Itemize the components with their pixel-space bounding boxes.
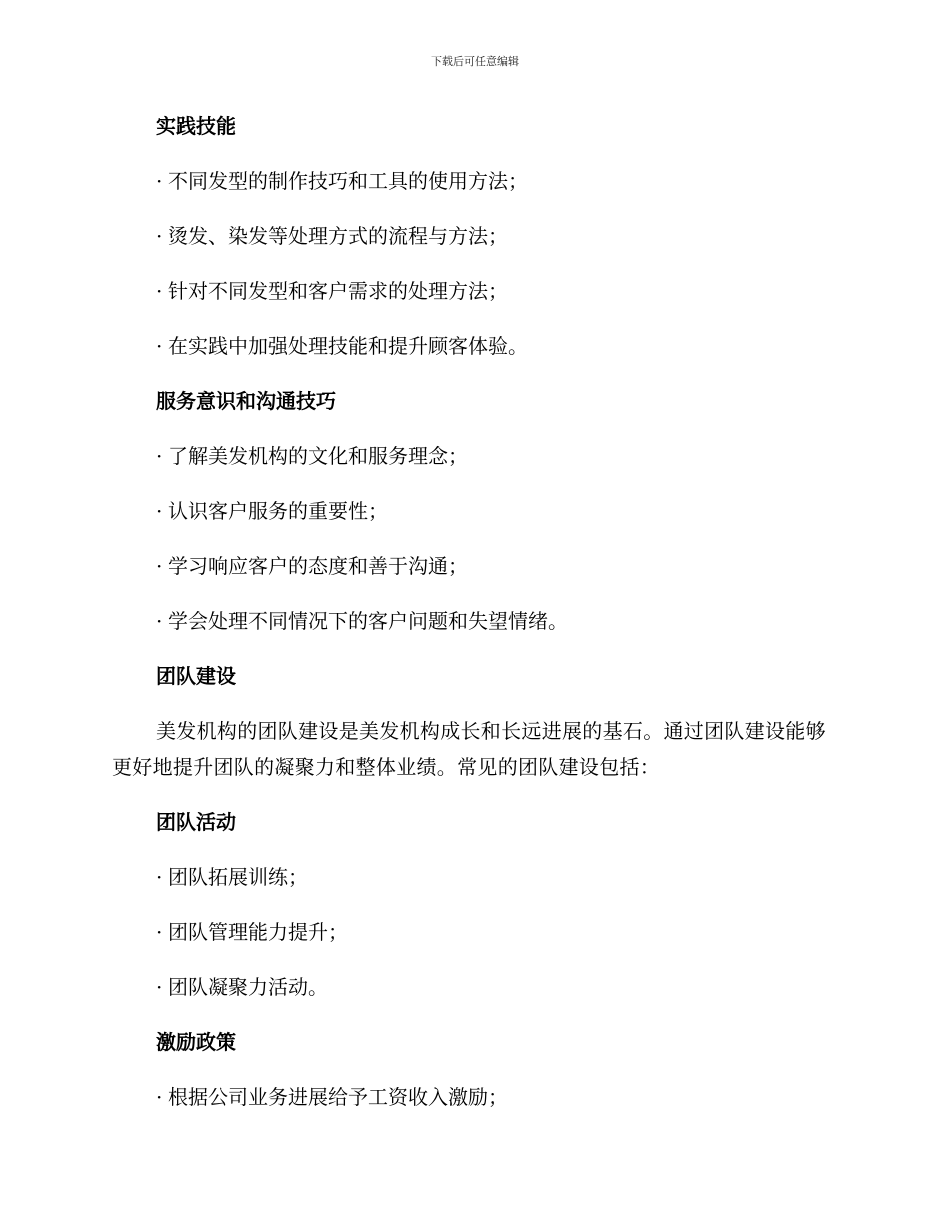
section-heading-team-building: 团队建设 [156, 664, 236, 688]
bullet-icon: · [156, 499, 163, 523]
bullet-icon: · [156, 1085, 163, 1109]
section-heading-practical-skills: 实践技能 [156, 114, 236, 138]
list-item [112, 438, 832, 474]
list-item [112, 328, 832, 364]
bullet-icon: · [156, 444, 163, 468]
list-item-text: 团队管理能力提升； [168, 920, 348, 944]
list-item-text: 了解美发机构的文化和服务理念； [168, 444, 468, 468]
list-item-text: 在实践中加强处理技能和提升顾客体验。 [168, 334, 528, 358]
page-header: 下载后可任意编辑 [431, 55, 519, 68]
list-item-text: 根据公司业务进展给予工资收入激励； [168, 1085, 508, 1109]
list-item-text: 团队拓展训练； [168, 865, 308, 889]
bullet-icon: · [156, 169, 163, 193]
list-item [112, 969, 832, 1005]
list-item [112, 493, 832, 529]
list-item-text: 学习响应客户的态度和善于沟通； [168, 554, 468, 578]
bullet-icon: · [156, 975, 163, 999]
section-heading-service: 服务意识和沟通技巧 [156, 389, 336, 413]
bullet-icon: · [156, 554, 163, 578]
list-item-text: 烫发、染发等处理方式的流程与方法； [168, 224, 508, 248]
list-item-text: 认识客户服务的重要性； [168, 499, 388, 523]
bullet-icon: · [156, 334, 163, 358]
list-item [112, 1079, 832, 1115]
list-item [112, 218, 832, 254]
list-item [112, 273, 832, 309]
list-item [112, 859, 832, 895]
document-body [112, 108, 832, 1134]
body-paragraph: 美发机构的团队建设是美发机构成长和长远进展的基石。通过团队建设能够更好地提升团队的凝聚力和整体业绩。常见的团队建设包括： [112, 719, 826, 779]
section-heading-team-activities: 团队活动 [156, 810, 236, 834]
section-heading-incentives: 激励政策 [156, 1030, 236, 1054]
list-item [112, 603, 832, 639]
bullet-icon: · [156, 279, 163, 303]
bullet-icon: · [156, 609, 163, 633]
bullet-icon: · [156, 865, 163, 889]
list-item-text: 团队凝聚力活动。 [168, 975, 328, 999]
list-item [112, 163, 832, 199]
bullet-icon: · [156, 920, 163, 944]
bullet-icon: · [156, 224, 163, 248]
list-item-text: 针对不同发型和客户需求的处理方法； [168, 279, 508, 303]
list-item-text: 不同发型的制作技巧和工具的使用方法； [168, 169, 528, 193]
list-item-text: 学会处理不同情况下的客户问题和失望情绪。 [168, 609, 568, 633]
list-item [112, 914, 832, 950]
list-item [112, 548, 832, 584]
